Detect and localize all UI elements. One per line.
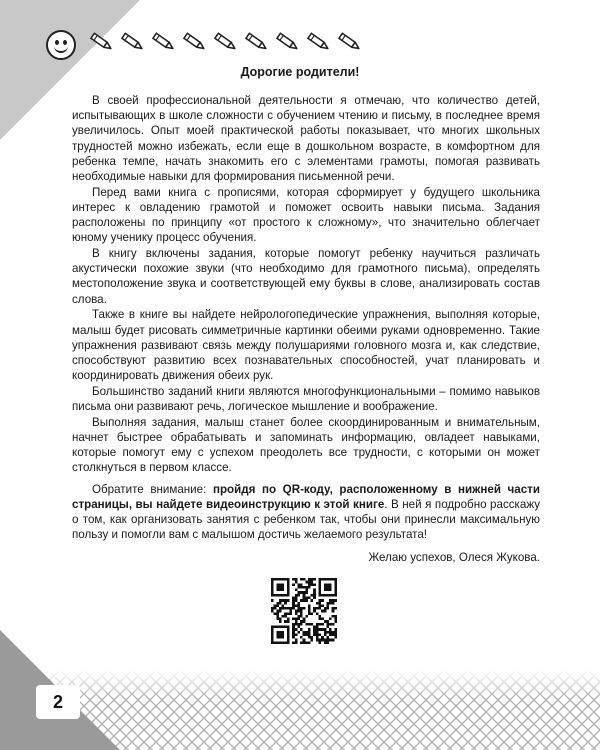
paragraph: Большинство заданий книги являются многофункциональными – помимо навыков письма они развивают речь, логическое мышление и воображение.	[72, 384, 540, 414]
paragraph: Перед вами книга с прописями, которая сформирует у будущего школьника интерес к овладению грамотой и поможет освоить навыки письма. Задания расположены по принципу «от простого к сложному», что значительно облегчает юному ученику процесс обучения.	[72, 185, 540, 245]
pencil-icon	[303, 30, 334, 54]
paragraph: В своей профессиональной деятельности я отмечаю, что количество детей, испытывающих в школе сложности с обучением чтению и письму, в последнее время увеличилось. Опыт моей практической работы показывает, что многих школьных трудностей можно избежать, если еще в дошкольном возрасте, в комфортном для ребенка темпе, начать знакомить его с элементами грамоты, помогая развивать необходимые навыки для формирования письменной речи.	[72, 94, 540, 184]
page-number: 2	[36, 685, 80, 719]
paragraph: Выполняя задания, малыш станет более скоординированным и внимательным, начнет быстрее обрабатывать и запоминать информацию, овладеет навыками, которые помогут ему с успехом преодолеть все трудности, с которыми он может столкнуться в первом классе.	[72, 415, 540, 475]
pencil-icon	[117, 30, 148, 54]
notice-bold: пройдя по QR-коду, расположенному в нижней части страницы, вы найдете видеоинструкцию к этой книге	[72, 482, 540, 511]
pencil-icon	[210, 30, 241, 54]
qr-code-icon[interactable]	[271, 578, 337, 644]
page-title: Дорогие родители!	[240, 65, 360, 79]
letter-body	[72, 93, 540, 566]
paragraph: В книгу включены задания, которые помогут ребенку научиться различать акустически похожие звуки (что необходимо для грамотного письма), определять местоположение звука и соответствующей ему буквы в слове, анализировать состав слова.	[72, 247, 540, 306]
smiley-mouth	[54, 43, 68, 53]
pencil-icon	[334, 30, 365, 54]
pencil-icon	[272, 30, 303, 54]
pencil-row	[86, 30, 365, 56]
notice-prefix: Обратите внимание:	[92, 482, 213, 496]
qr-notice	[72, 482, 540, 543]
pencil-icon	[241, 30, 272, 54]
notice-suffix: . В ней я подробно расскажу о том, как организовать занятия с ребенком так, чтобы они принесли максимальную пользу и помогли вам с малышом достичь желаемого результата!	[72, 497, 541, 542]
smiley-face-icon	[46, 30, 76, 60]
pencil-icon	[179, 30, 210, 54]
signature: Желаю успехов, Олеся Жукова.	[368, 551, 540, 565]
pencil-icon	[148, 30, 179, 54]
paragraph: Также в книге вы найдете нейрологопедические упражнения, выполняя которые, малыш будет рисовать симметричные картинки обеими руками одновременно. Такие упражнения развивают связь между полушариями головного мозга и, как следствие, способствуют развитию всех познавательных способностей, учат планировать и координировать движения обеих рук.	[72, 308, 540, 383]
pencil-icon	[86, 30, 117, 54]
